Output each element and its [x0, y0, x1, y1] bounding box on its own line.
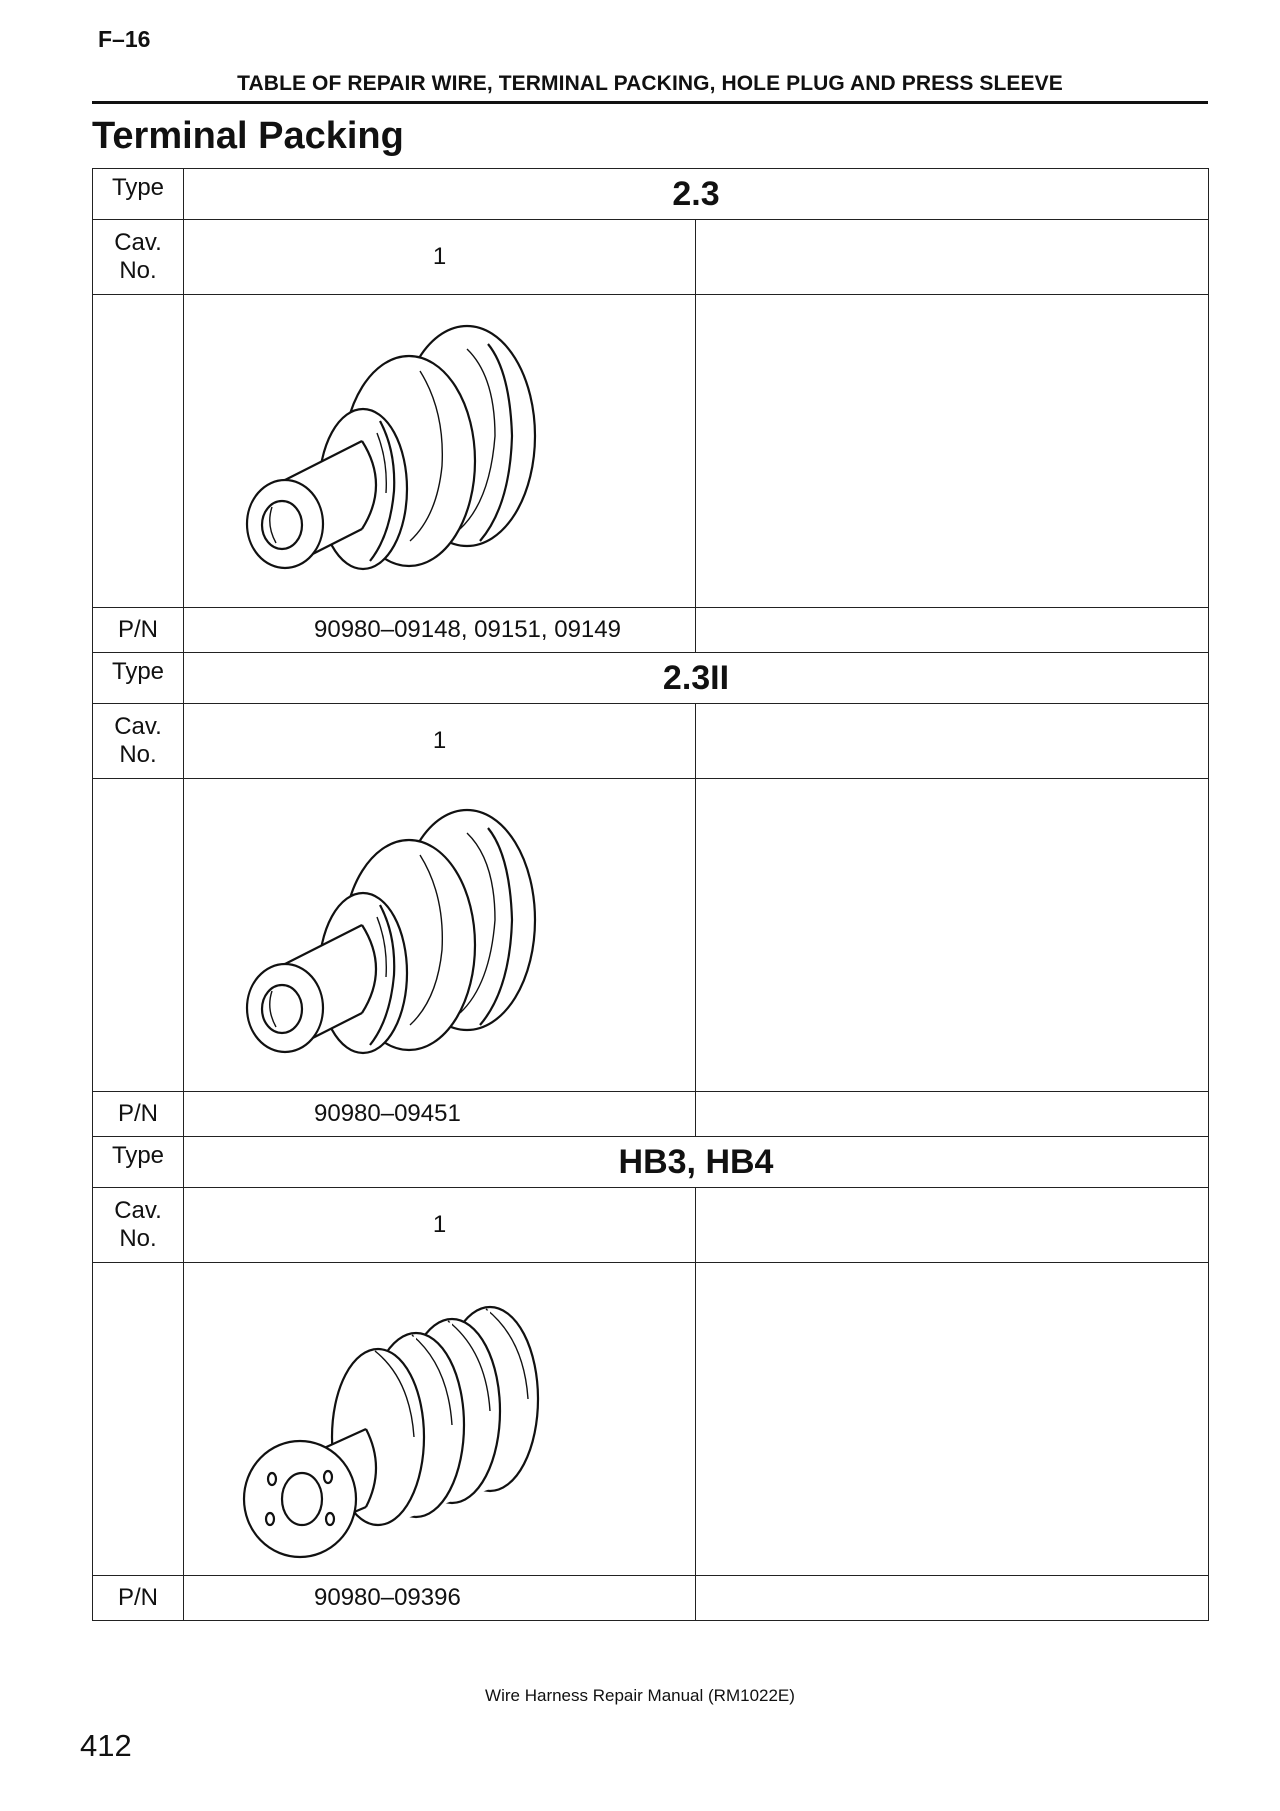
- part-number-value: 90980–09396: [314, 1584, 461, 1611]
- cav-label: [93, 1188, 184, 1263]
- cav-label-line1: Cav.: [114, 1197, 162, 1224]
- empty-cell: [696, 704, 1209, 779]
- type-label: Type: [93, 1137, 184, 1188]
- page-number: 412: [80, 1728, 132, 1763]
- cav-cell: [184, 220, 696, 295]
- cav-value: 1: [432, 727, 447, 754]
- terminal-packing-illustration: [190, 301, 690, 601]
- illustration-cell: [184, 779, 696, 1092]
- empty-cell: [696, 1188, 1209, 1263]
- type-row: [93, 1137, 1209, 1188]
- cav-label-line2: No.: [119, 1225, 157, 1252]
- footer-manual-name: Wire Harness Repair Manual (RM1022E): [485, 1686, 795, 1705]
- part-number-value: 90980–09451: [314, 1100, 461, 1127]
- part-number-row: [93, 608, 1209, 653]
- pn-label: P/N: [93, 1576, 184, 1621]
- illustration-row: [93, 295, 1209, 608]
- empty-cell: [696, 220, 1209, 295]
- terminal-packing-illustration: [190, 785, 690, 1085]
- empty-cell: [696, 779, 1209, 1092]
- pn-cell: [184, 1092, 696, 1137]
- page-title: Terminal Packing: [92, 115, 404, 157]
- type-row: [93, 169, 1209, 220]
- cav-label-line1: Cav.: [114, 713, 162, 740]
- part-number-value: 90980–09148, 09151, 09149: [314, 616, 621, 643]
- cav-label: [93, 220, 184, 295]
- illustration-cell: [184, 295, 696, 608]
- cav-cell: [184, 704, 696, 779]
- empty-cell: [696, 1576, 1209, 1621]
- type-cell: [184, 1137, 1209, 1188]
- type-value: 2.3II: [662, 658, 730, 697]
- cav-value: 1: [432, 243, 447, 270]
- cav-label-line2: No.: [119, 741, 157, 768]
- part-number-row: [93, 1092, 1209, 1137]
- type-cell: [184, 653, 1209, 704]
- header-rule: [92, 101, 1208, 104]
- cavity-row: [93, 704, 1209, 779]
- type-value: 2.3: [672, 174, 720, 213]
- hb-terminal-packing-illustration: [190, 1269, 690, 1569]
- illustration-cell: [184, 1263, 696, 1576]
- pn-label: P/N: [93, 1092, 184, 1137]
- empty-label-cell: [93, 1263, 184, 1576]
- empty-cell: [696, 608, 1209, 653]
- cav-value: 1: [432, 1211, 447, 1238]
- empty-label-cell: [93, 779, 184, 1092]
- cavity-row: [93, 1188, 1209, 1263]
- cav-label-line2: No.: [119, 257, 157, 284]
- illustration-row: [93, 1263, 1209, 1576]
- type-cell: [184, 169, 1209, 220]
- pn-cell: [184, 608, 696, 653]
- pn-cell: [184, 1576, 696, 1621]
- part-number-row: [93, 1576, 1209, 1621]
- pn-label: P/N: [93, 608, 184, 653]
- empty-cell: [696, 1263, 1209, 1576]
- empty-cell: [696, 1092, 1209, 1137]
- cav-label-line1: Cav.: [114, 229, 162, 256]
- illustration-row: [93, 779, 1209, 1092]
- empty-label-cell: [93, 295, 184, 608]
- type-value: HB3, HB4: [618, 1142, 774, 1181]
- empty-cell: [696, 295, 1209, 608]
- section-code: F–16: [98, 26, 151, 52]
- cav-label: [93, 704, 184, 779]
- type-label: Type: [93, 169, 184, 220]
- cav-cell: [184, 1188, 696, 1263]
- header-title: TABLE OF REPAIR WIRE, TERMINAL PACKING, HOLE PLUG AND PRESS SLEEVE: [237, 72, 1063, 95]
- terminal-packing-table: [92, 168, 1209, 1621]
- type-row: [93, 653, 1209, 704]
- type-label: Type: [93, 653, 184, 704]
- cavity-row: [93, 220, 1209, 295]
